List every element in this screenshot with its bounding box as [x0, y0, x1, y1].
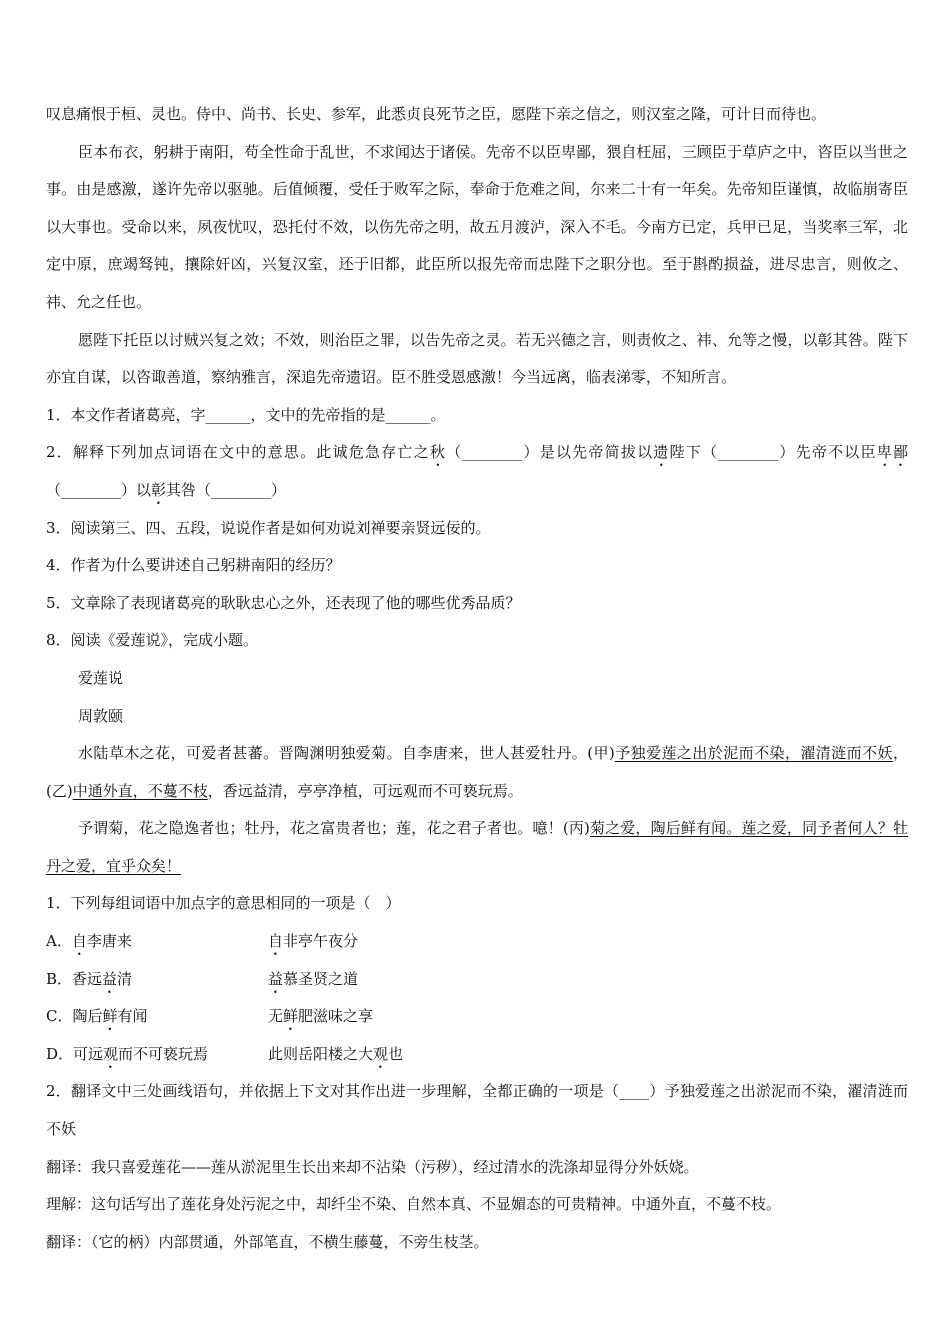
- understanding-line: 理解：这句话写出了莲花身处污泥之中，却纤尘不染、自然本真、不显媚态的可贵精神。中通外直，不蔓不枝。: [46, 1195, 782, 1214]
- question-8: 8．阅读《爱莲说》，完成小题。: [46, 631, 259, 650]
- translation-question: 2．翻译文中三处画线语句，并依据上下文对其作出进一步理解，全都正确的一项是（____）予独爱莲之出淤泥而不染，濯清涟而不妖: [46, 1082, 908, 1139]
- underlined-sentence-c: 菊之爱，陶后鲜有闻。莲之爱，同予者何人？牡丹之爱，宜乎众矣！: [46, 819, 908, 875]
- question-5: 5．文章除了表现诸葛亮的耿耿忠心之外，还表现了他的哪些优秀品质？: [46, 593, 521, 612]
- mc-question-stem: 1．下列每组词语中加点字的意思相同的一项是（ ）: [46, 894, 401, 913]
- underlined-sentence-a: 予独爱莲之出於泥而不染，濯清涟而不妖: [614, 744, 893, 763]
- translation-line-1: 翻译：我只喜爱莲花——莲从淤泥里生长出来却不沾染（污秽），经过清水的洗涤却显得分外妖娆。: [46, 1157, 699, 1176]
- mc-option-b: B．香远益清 益慕圣贤之道: [46, 969, 359, 988]
- essay-title: 爱莲说: [78, 668, 124, 687]
- dotted-word: 遗: [653, 443, 670, 462]
- passage-para-1: 叹息痛恨于桓、灵也。侍中、尚书、长史、参军，此悉贞良死节之臣，愿陛下亲之信之，则汉室之隆，可计日而待也。: [46, 105, 827, 123]
- document-page: [46, 96, 908, 1261]
- dotted-word: 卑鄙: [876, 443, 908, 462]
- question-4: 4．作者为什么要讲述自己躬耕南阳的经历？: [46, 556, 341, 575]
- mc-option-d: D．可远观而不可亵玩焉 此则岳阳楼之大观也: [46, 1044, 404, 1063]
- essay-para-1: 水陆草木之花，可爱者甚蕃。晋陶渊明独爱菊。自李唐来，世人甚爱牡丹。(甲)予独爱莲之出於泥而不染，濯清涟而不妖，(乙)中通外直，不蔓不枝，香远益清，亭亭净植，可远观而不可亵玩焉。: [46, 744, 908, 800]
- mc-option-c: C．陶后鲜有闻 无鲜肥滋味之享: [46, 1007, 374, 1026]
- dotted-word: 秋: [429, 443, 447, 462]
- question-2: 2．解释下列加点词语在文中的意思。此诚危急存亡之秋（________）是以先帝简拔以遗陛下（________）先帝不以臣卑鄙（________）以彰其咎（________）: [46, 443, 908, 499]
- essay-author: 周敦颐: [78, 706, 124, 725]
- passage-para-2: 臣本布衣，躬耕于南阳，苟全性命于乱世，不求闻达于诸侯。先帝不以臣卑鄙，猥自枉屈，三顾臣于草庐之中，咨臣以当世之事。由是感激，遂许先帝以驱驰。后值倾覆，受任于败军之际，奉命于危难之间，尔来二十有一年矣。先帝知臣谨慎，故临崩寄臣以大事也。受命以来，夙夜忧叹，恐托付不效，以伤先帝之明，故五月渡泸，深入不毛。今南方已定，兵甲已足，当奖率三军，北定中原，庶竭驽钝，攘除奸凶，兴复汉室，还于旧都，此臣所以报先帝而忠陛下之职分也。至于斟酌损益，进尽忠言，则攸之、祎、允之任也。: [46, 142, 908, 311]
- question-3: 3．阅读第三、四、五段，说说作者是如何劝说刘禅要亲贤远佞的。: [46, 518, 491, 537]
- question-1: 1．本文作者诸葛亮，字______，文中的先帝指的是______。: [46, 405, 446, 424]
- passage-para-3: 愿陛下托臣以讨贼兴复之效；不效，则治臣之罪，以告先帝之灵。若无兴德之言，则责攸之、祎、允等之慢，以彰其咎。陛下亦宜自谋，以咨诹善道，察纳雅言，深追先帝遗诏。臣不胜受恩感激！今当远离，临表涕零，不知所言。: [46, 330, 908, 387]
- underlined-sentence-b: 中通外直，不蔓不枝: [72, 781, 208, 800]
- essay-para-2: 予谓菊，花之隐逸者也；牡丹，花之富贵者也；莲，花之君子者也。噫！(丙)菊之爱，陶后鲜有闻。莲之爱，同予者何人？牡丹之爱，宜乎众矣！: [46, 819, 908, 875]
- translation-line-2: 翻译：（它的柄）内部贯通，外部笔直，不横生藤蔓，不旁生枝茎。: [46, 1232, 489, 1251]
- dotted-word: 彰: [151, 480, 167, 499]
- mc-option-a: A．自李唐来 自非亭午夜分: [46, 932, 359, 951]
